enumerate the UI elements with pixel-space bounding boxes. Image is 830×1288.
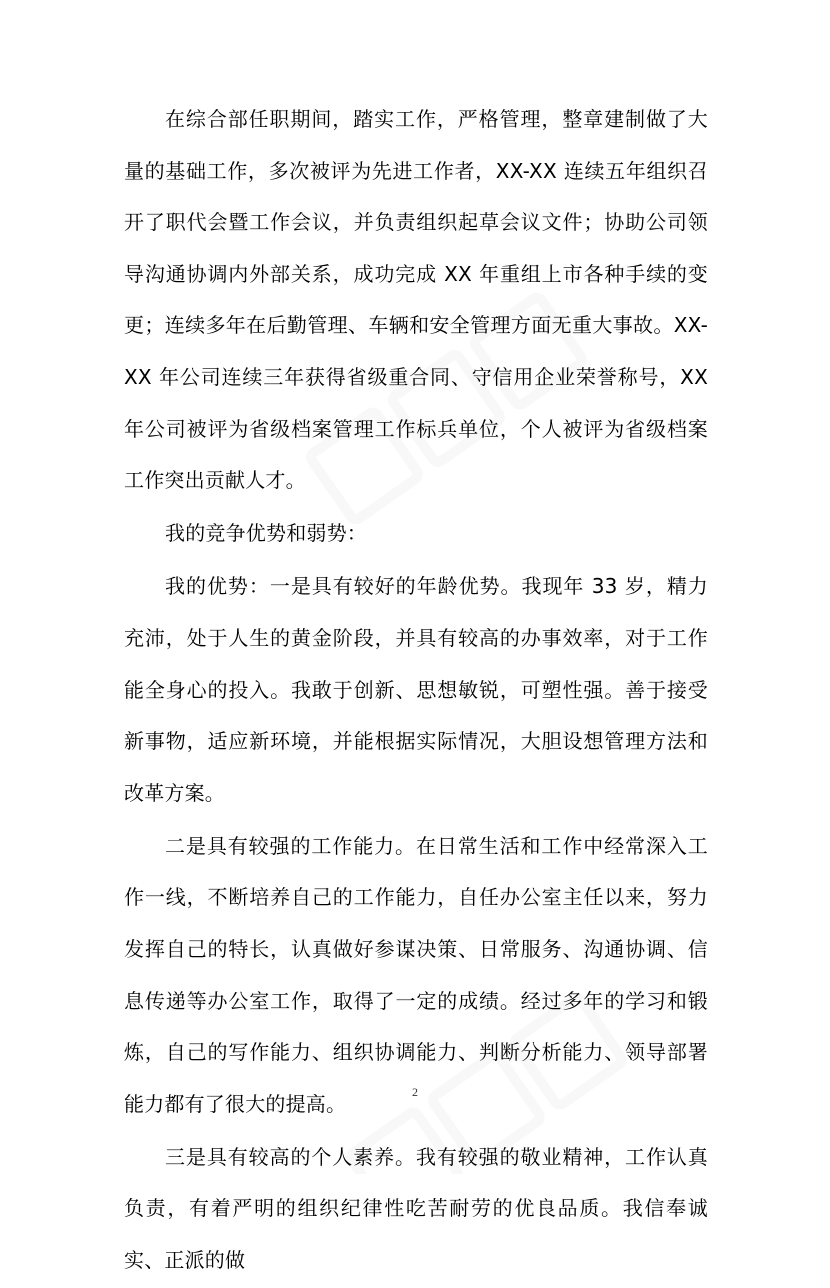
paragraph-personal-quality: 三是具有较高的个人素养。我有较强的敬业精神，工作认真负责，有着严明的组织纪律性吃苦耐劳的优良品质。我信奉诚实、正派的做 [124, 1144, 708, 1273]
page-number: 2 [412, 1085, 418, 1099]
paragraph-age-advantage: 我的优势：一是具有较好的年龄优势。我现年 33 岁，精力充沛，处于人生的黄金阶段，并具有较高的办事效率，对于工作能全身心的投入。我敢于创新、思想敏锐，可塑性强。善于接受新事物，适应新环境，并能根据实际情况，大胆设想管理方法和改革方案。 [124, 574, 708, 805]
document-body [124, 94, 708, 1288]
paragraph-strengths-heading: 我的竞争优势和弱势： [165, 521, 367, 546]
paragraph-work-history: 在综合部任职期间，踏实工作，严格管理，整章建制做了大量的基础工作，多次被评为先进工作者，XX-XX 连续五年组织召开了职代会暨工作会议，并负责组织起草会议文件；协助公司领导沟通协调内外部关系，成功完成 XX 年重组上市各种手续的变更；连续多年在后勤管理、车辆和安全管理方面无重大事故。XX-XX 年公司连续三年获得省级重合同、守信用企业荣誉称号，XX 年公司被评为省级档案管理工作标兵单位，个人被评为省级档案工作突出贡献人才。 [124, 107, 708, 493]
paragraph-work-ability: 二是具有较强的工作能力。在日常生活和工作中经常深入工作一线，不断培养自己的工作能力，自任办公室主任以来，努力发挥自己的特长，认真做好参谋决策、日常服务、沟通协调、信息传递等办公室工作，取得了一定的成绩。经过多年的学习和锻炼，自己的写作能力、组织协调能力、判断分析能力、领导部署能力都有了很大的提高。 [124, 833, 708, 1116]
